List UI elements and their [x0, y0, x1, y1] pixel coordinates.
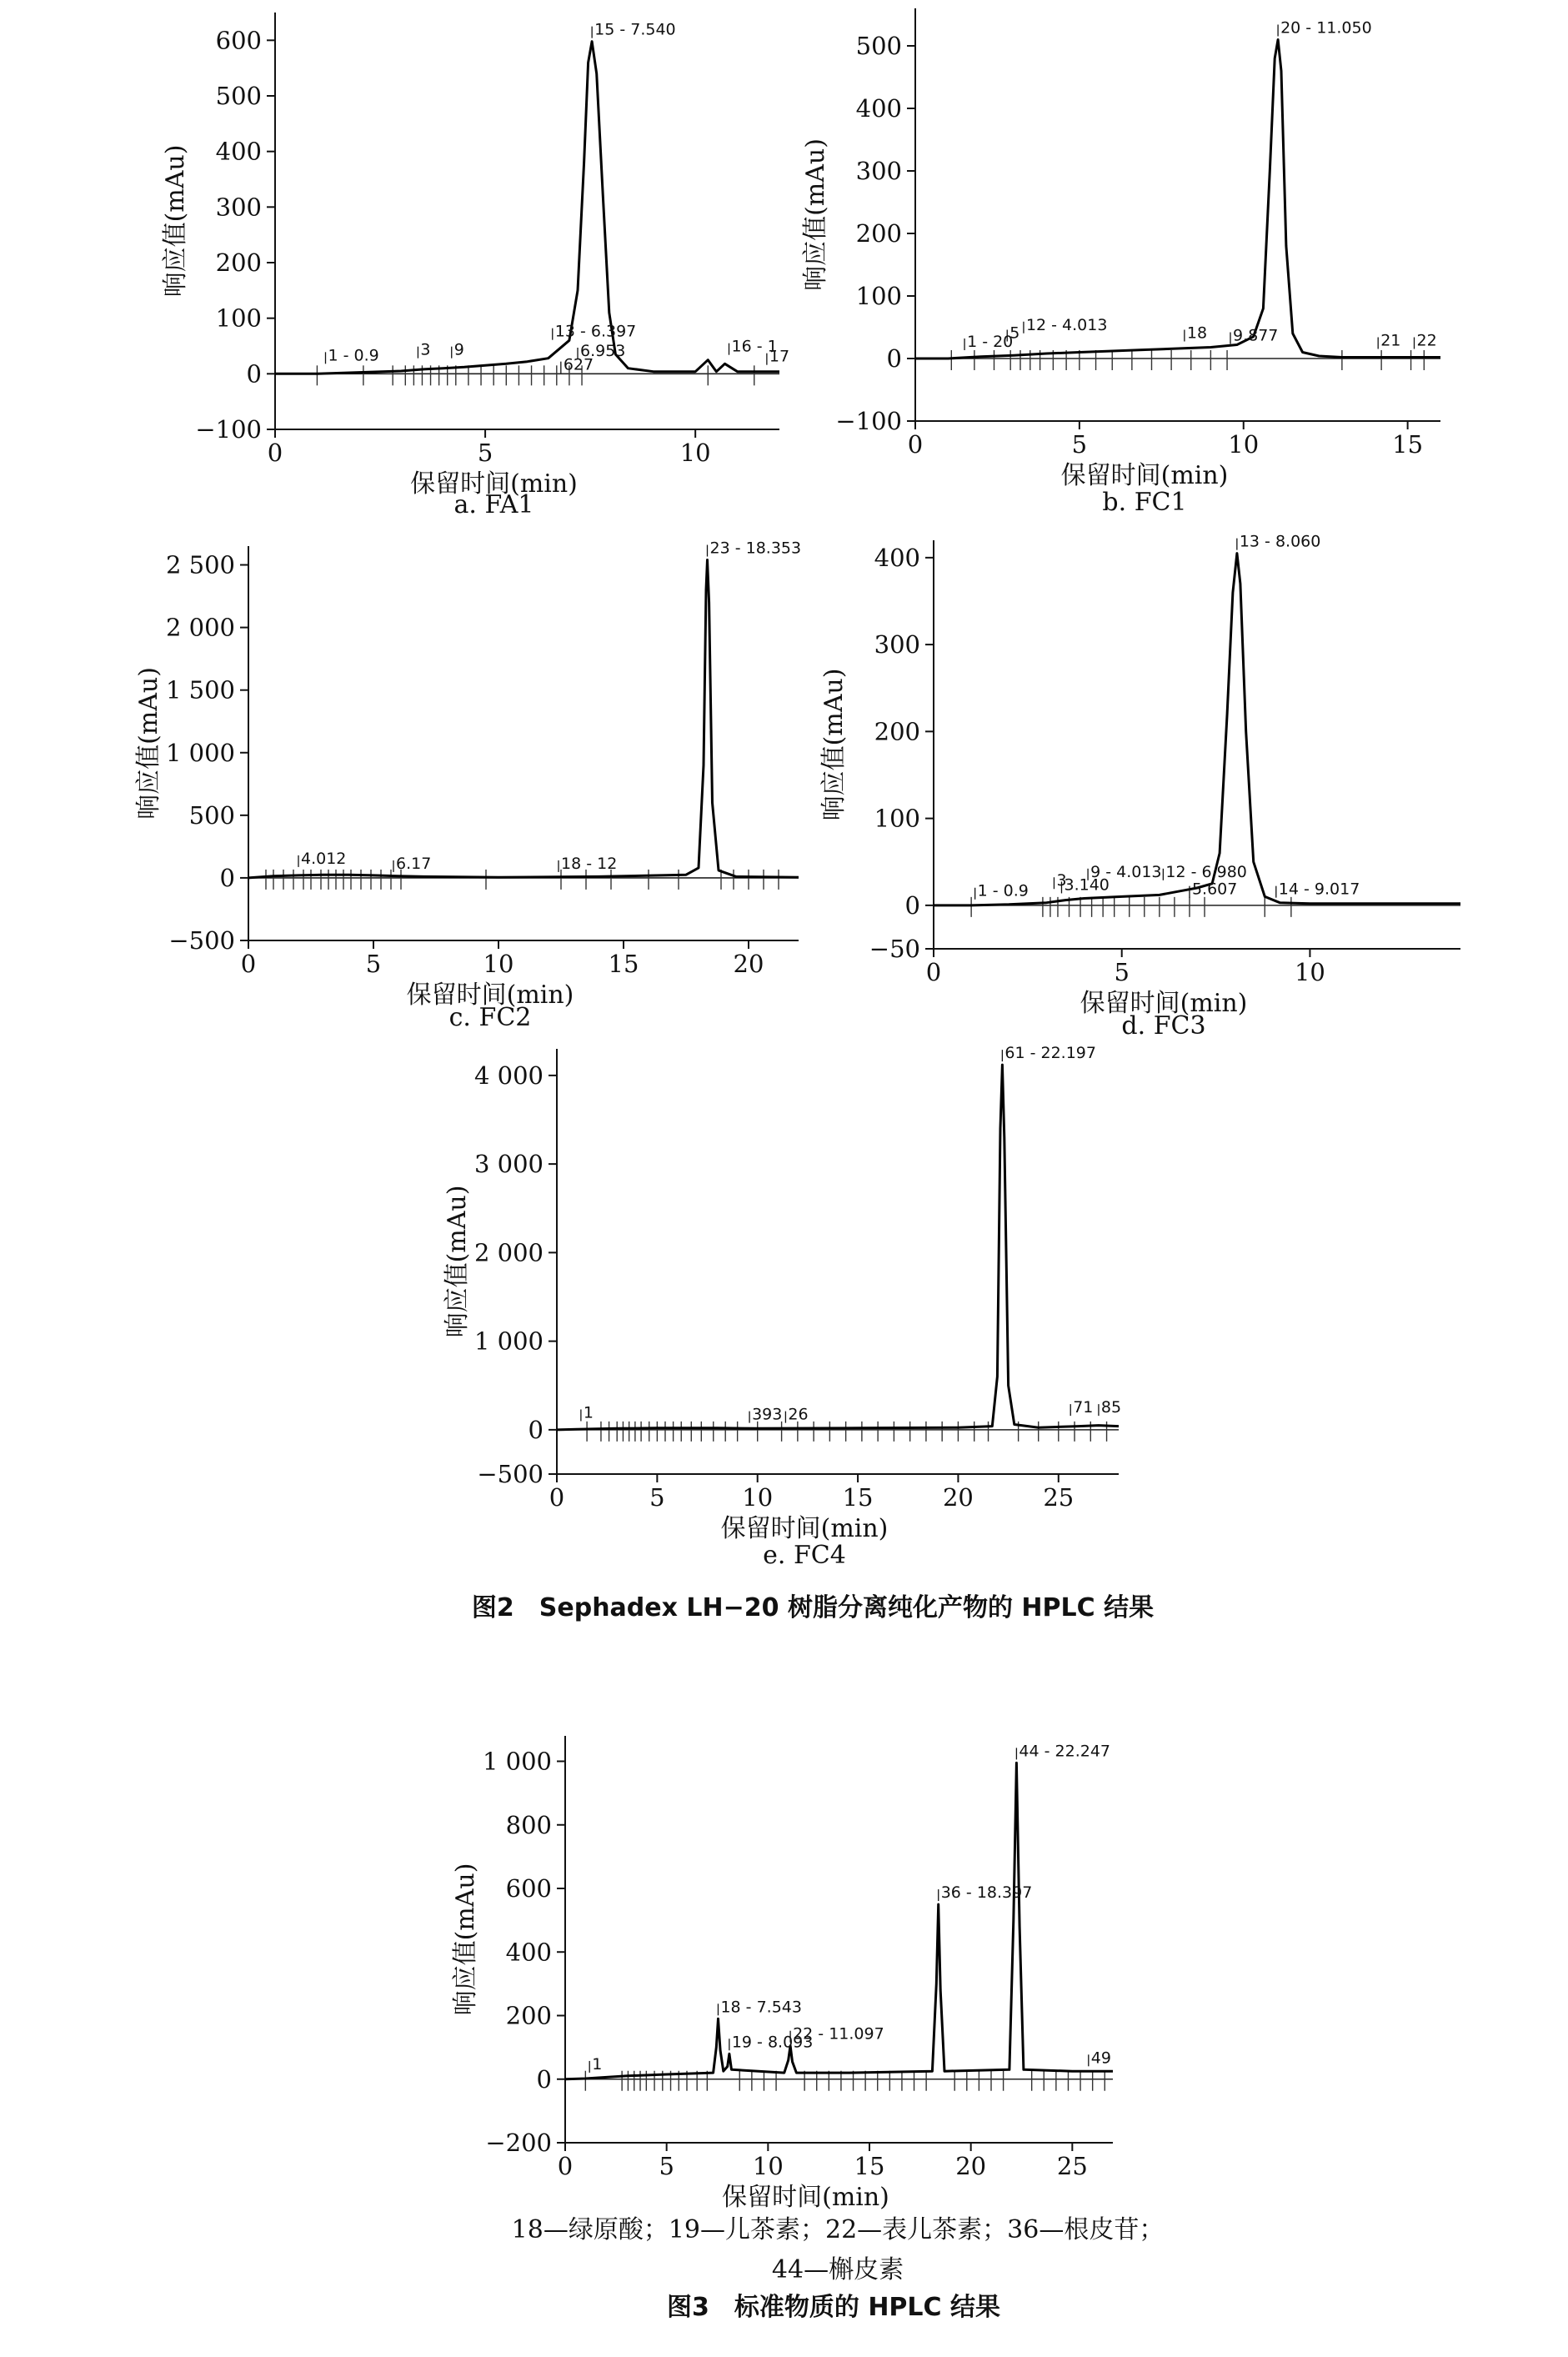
x-tick-label: 5: [477, 439, 493, 467]
x-axis-title: 保留时间(min): [410, 469, 578, 499]
chart-fc2: [134, 539, 801, 1032]
peak-label: 20 - 11.050: [1280, 18, 1372, 38]
peak-label: 3: [1056, 871, 1067, 890]
y-tick-label: 200: [855, 219, 902, 248]
y-axis-title: 响应值(mAu): [134, 667, 163, 820]
fig2-caption: 图2 Sephadex LH−20 树脂分离纯化产物的 HPLC 结果: [471, 1593, 1155, 1622]
y-tick-label: 100: [215, 303, 262, 333]
peak-label: 85: [1100, 1398, 1122, 1417]
y-tick-label: 0: [246, 359, 262, 389]
x-tick-label: 25: [1043, 1483, 1075, 1512]
y-tick-label: 1 500: [165, 675, 235, 705]
peak-label: 22: [1416, 331, 1437, 350]
y-tick-label: 200: [874, 717, 920, 746]
x-tick-label: 10: [483, 950, 514, 978]
series-line: [248, 560, 799, 878]
y-tick-label: 200: [505, 2001, 552, 2030]
peak-label: 9 - 4.013: [1090, 862, 1162, 881]
y-tick-label: 2 500: [165, 550, 235, 579]
peak-label: 49: [1090, 2049, 1111, 2068]
peak-label: 12 - 4.013: [1025, 315, 1108, 334]
y-tick-label: 800: [505, 1810, 552, 1839]
x-tick-label: 5: [1114, 958, 1130, 986]
peak-label: 1 - 20: [967, 333, 1014, 351]
series-line: [557, 1065, 1122, 1430]
peak-label: 36 - 18.397: [940, 1883, 1033, 1903]
peak-label: 1: [592, 2054, 603, 2074]
charts-layer: [134, 8, 1460, 2212]
chart-subtitle: a. FA1: [453, 490, 534, 519]
x-tick-label: 0: [925, 958, 942, 986]
x-tick-label: 5: [659, 2152, 674, 2180]
fig3-legend-line1: 18—绿原酸；19—儿茶素；22—表儿茶素；36—根皮苷；: [511, 2215, 1165, 2244]
y-tick-label: 0: [219, 863, 235, 892]
peak-label: 16 - 1: [731, 337, 778, 356]
peak-label: 21: [1380, 331, 1401, 350]
x-tick-label: 15: [854, 2152, 885, 2180]
peak-label: 4.012: [301, 849, 347, 868]
y-tick-label: 3 000: [473, 1150, 544, 1179]
peak-label: 13 - 6.397: [554, 322, 637, 341]
peak-label: 393: [752, 1405, 783, 1424]
y-tick-label: 300: [874, 630, 920, 659]
peak-label: 17: [769, 347, 790, 366]
peak-label: 1 - 0.9: [977, 881, 1029, 900]
x-axis-title: 保留时间(min): [1060, 461, 1229, 490]
y-tick-label: 200: [215, 248, 262, 277]
y-tick-label: 300: [855, 157, 902, 185]
y-tick-label: 300: [215, 193, 262, 222]
y-tick-label: 1 000: [482, 1747, 552, 1776]
peak-label: 3: [420, 340, 431, 359]
peak-label: 5.607: [1191, 880, 1238, 899]
y-tick-label: 400: [215, 137, 262, 166]
peak-label: 6.17: [396, 854, 432, 873]
y-tick-label: 400: [874, 543, 920, 572]
x-tick-label: 5: [649, 1483, 665, 1512]
peak-label: 1: [583, 1403, 594, 1422]
peak-label: 18: [1186, 323, 1208, 343]
x-axis-title: 保留时间(min): [1080, 989, 1248, 1018]
peak-label: 9.877: [1233, 326, 1279, 345]
fig3-caption: 图3 标准物质的 HPLC 结果: [667, 2293, 1000, 2322]
y-tick-label: 600: [505, 1874, 552, 1903]
y-axis-title: 响应值(mAu): [443, 1185, 472, 1338]
chart-subtitle: b. FC1: [1102, 488, 1187, 517]
x-tick-label: 10: [679, 439, 711, 467]
chart-subtitle: e. FC4: [763, 1541, 846, 1570]
y-tick-label: 4 000: [473, 1061, 544, 1090]
y-axis-title: 响应值(mAu): [161, 144, 190, 298]
chart-subtitle: d. FC3: [1121, 1011, 1206, 1041]
peak-label: 6.953: [580, 342, 626, 360]
y-tick-label: 2 000: [165, 613, 235, 642]
peak-label: 13 - 8.060: [1239, 532, 1321, 551]
x-axis-title: 保留时间(min): [722, 2183, 889, 2212]
x-tick-label: 15: [608, 950, 639, 978]
x-tick-label: 0: [907, 430, 924, 459]
series-line: [934, 554, 1460, 905]
peak-label: 26: [788, 1405, 809, 1424]
x-tick-label: 5: [1071, 430, 1088, 459]
peak-label: 18 - 12: [561, 854, 618, 873]
y-axis-title: 响应值(mAu): [801, 138, 830, 291]
x-tick-label: 0: [549, 1483, 565, 1512]
x-tick-label: 10: [1228, 430, 1260, 459]
peak-label: 3.140: [1064, 875, 1110, 895]
y-tick-label: 1 000: [473, 1326, 544, 1356]
series-line: [275, 42, 779, 374]
y-axis-title: 响应值(mAu): [819, 668, 849, 821]
x-tick-label: 5: [365, 950, 382, 978]
y-tick-label: 500: [215, 82, 262, 110]
y-tick-label: −50: [869, 935, 920, 963]
y-axis-title: 响应值(mAu): [451, 1863, 480, 2016]
peak-label: 71: [1073, 1398, 1094, 1417]
peak-label: 18 - 7.543: [720, 1998, 802, 2017]
fig3-legend-line2: 44—槲皮素: [771, 2255, 904, 2284]
y-tick-label: 0: [886, 344, 902, 373]
y-tick-label: 0: [536, 2064, 552, 2094]
y-tick-label: 2 000: [473, 1238, 544, 1267]
x-tick-label: 25: [1056, 2152, 1088, 2180]
y-tick-label: 1 000: [165, 738, 235, 767]
x-axis-title: 保留时间(min): [720, 1514, 889, 1543]
y-tick-label: 0: [904, 890, 920, 920]
x-tick-label: 0: [240, 950, 257, 978]
y-tick-label: −100: [195, 415, 262, 444]
peak-label: 5: [1009, 323, 1020, 343]
y-tick-label: −200: [485, 2129, 552, 2157]
x-tick-label: 15: [842, 1483, 874, 1512]
peak-label: 9: [453, 340, 464, 359]
x-tick-label: 10: [742, 1483, 774, 1512]
y-tick-label: 100: [874, 804, 920, 833]
x-tick-label: 20: [955, 2152, 987, 2180]
chart-subtitle: c. FC2: [448, 1003, 532, 1032]
y-tick-label: 500: [188, 800, 235, 830]
x-tick-label: 20: [733, 950, 764, 978]
x-tick-label: 0: [557, 2152, 574, 2180]
y-tick-label: −100: [835, 407, 902, 435]
series-line: [915, 40, 1440, 359]
y-tick-label: 600: [215, 26, 262, 55]
y-tick-label: −500: [168, 926, 235, 955]
y-tick-label: 400: [505, 1938, 552, 1967]
peak-label: 22 - 11.097: [793, 2024, 884, 2044]
peak-label: 19 - 8.093: [731, 2033, 814, 2052]
x-tick-label: 0: [267, 439, 283, 467]
peak-label: 23 - 18.353: [709, 539, 802, 558]
peak-label: 1 - 0.9: [328, 346, 379, 365]
y-tick-label: 500: [855, 32, 902, 60]
x-tick-label: 10: [752, 2152, 784, 2180]
y-tick-label: 400: [855, 94, 902, 123]
x-tick-label: 20: [942, 1483, 974, 1512]
chart-fc4: [443, 1044, 1121, 1570]
y-tick-label: 0: [528, 1415, 544, 1444]
peak-label: 14 - 9.017: [1278, 880, 1360, 899]
x-tick-label: 15: [1392, 430, 1424, 459]
x-tick-label: 10: [1294, 958, 1325, 986]
y-tick-label: 100: [855, 282, 902, 310]
peak-label: 627: [563, 355, 594, 374]
y-tick-label: −500: [477, 1460, 544, 1488]
chart-fc1: [801, 8, 1440, 517]
x-axis-title: 保留时间(min): [406, 980, 574, 1010]
peak-label: 61 - 22.197: [1004, 1044, 1096, 1063]
chart-fc3: [819, 533, 1460, 1041]
peak-label: 44 - 22.247: [1019, 1742, 1111, 1761]
chart-std: [451, 1736, 1113, 2212]
peak-label: 15 - 7.540: [594, 20, 676, 39]
peak-label: 12 - 6.980: [1165, 862, 1247, 881]
chart-fa1: [161, 13, 789, 519]
